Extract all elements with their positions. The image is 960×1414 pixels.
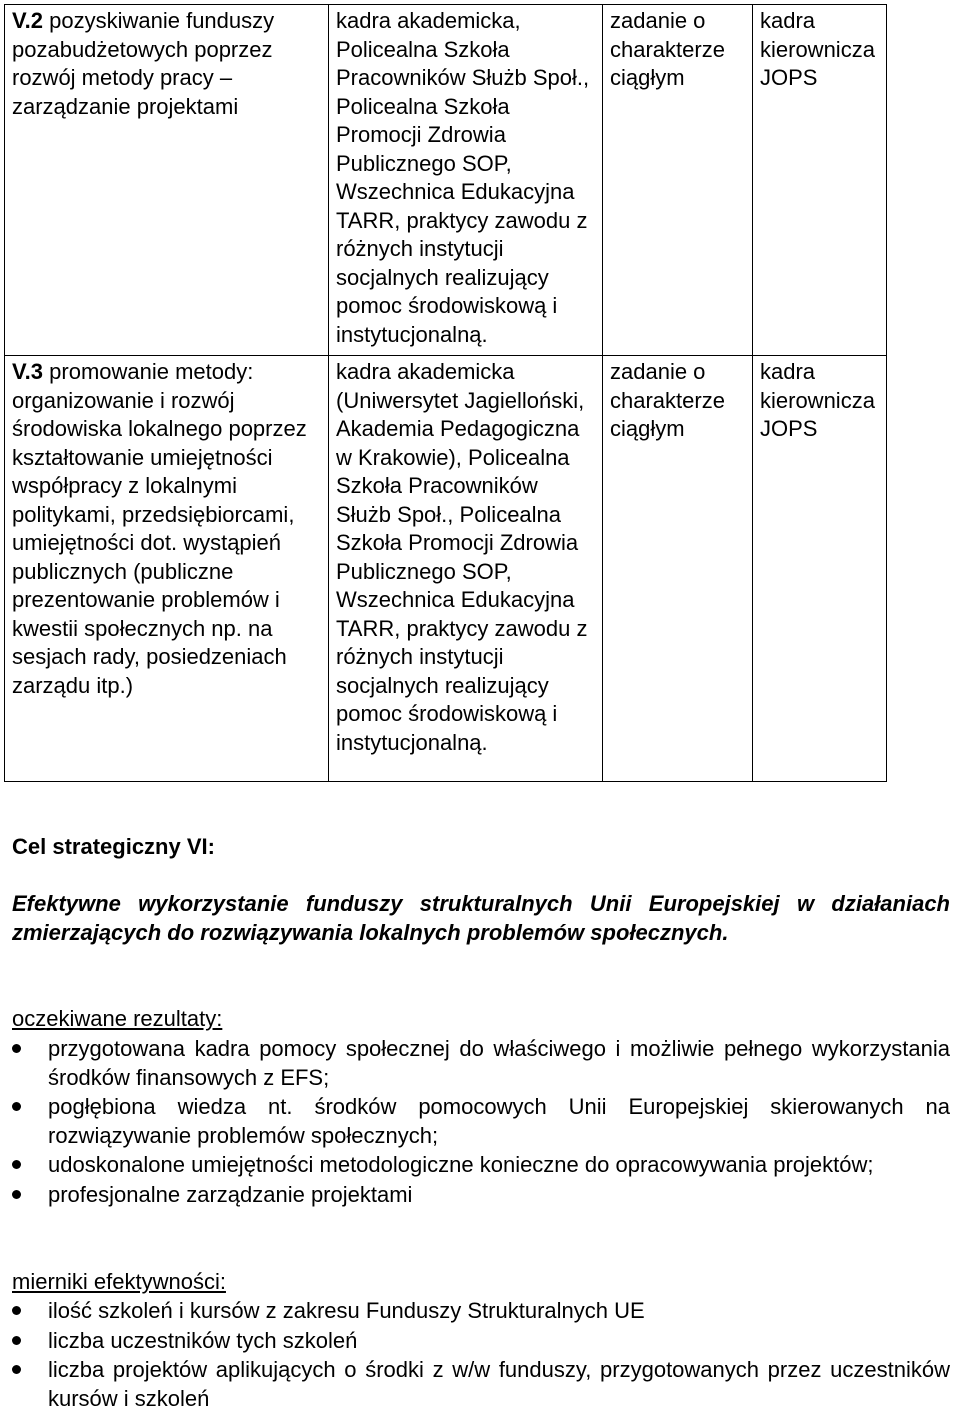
goal-statement: Efektywne wykorzystanie funduszy strukturalnych Unii Europejskiej w działaniach zmierzających do rozwiązywania lokalnych problemów społecznych.	[12, 891, 950, 945]
timing-cell: zadanie o charakterze ciągłym	[603, 5, 753, 356]
measures-label: mierniki efektywności:	[12, 1269, 226, 1294]
list-item: ilość szkoleń i kursów z zakresu Funduszy Strukturalnych UE	[12, 1297, 950, 1326]
tasks-table	[4, 4, 887, 782]
list-item: przygotowana kadra pomocy społecznej do właściwego i możliwie pełnego wykorzystania środków finansowych z EFS;	[12, 1035, 950, 1092]
bullet-icon	[12, 1160, 21, 1169]
results-list	[12, 1035, 950, 1210]
task-cell	[5, 356, 329, 782]
task-text: promowanie metody: organizowanie i rozwój środowiska lokalnego poprzez kształtowanie umiejętności współpracy z lokalnymi politykami, przedsiębiorcami, umiejętności dot. wystąpień publicznych (publiczne prezentowanie problemów i kwestii społecznych np. na sesjach rady, posiedzeniach zarządu itp.)	[12, 359, 307, 698]
list-item: liczba uczestników tych szkoleń	[12, 1327, 950, 1356]
task-code: V.	[12, 359, 31, 384]
goal-heading: Cel strategiczny VI:	[12, 834, 215, 859]
list-item: pogłębiona wiedza nt. środków pomocowych Unii Europejskiej skierowanych na rozwiązywanie problemów społecznych;	[12, 1093, 950, 1150]
task-cell	[5, 5, 329, 356]
bullet-icon	[12, 1044, 21, 1053]
responsible-cell: kadra kierownicza JOPS	[753, 356, 887, 782]
measures-list	[12, 1297, 950, 1414]
table-row	[5, 356, 887, 782]
results-label: oczekiwane rezultaty:	[12, 1006, 223, 1031]
task-code-number: 3	[30, 359, 44, 384]
bullet-icon	[12, 1190, 21, 1199]
list-item: liczba projektów aplikujących o środki z w/w funduszy, przygotowanych przez uczestników kursów i szkoleń	[12, 1356, 950, 1413]
table-row	[5, 5, 887, 356]
timing-cell: zadanie o charakterze ciągłym	[603, 356, 753, 782]
bullet-icon	[12, 1102, 21, 1111]
bullet-icon	[12, 1336, 21, 1345]
bullet-icon	[12, 1365, 21, 1374]
responsible-cell: kadra kierownicza JOPS	[753, 5, 887, 356]
task-code: V.2	[12, 8, 44, 33]
partners-cell: kadra akademicka (Uniwersytet Jagielloński, Akademia Pedagogiczna w Krakowie), Policealna Szkoła Pracowników Służb Społ., Policealna Szkoła Promocji Zdrowia Publicznego SOP, Wszechnica Edukacyjna TARR, praktycy zawodu z różnych instytucji socjalnych realizujący pomoc środowiskową i instytucjonalną.	[329, 356, 603, 782]
task-text: pozyskiwanie funduszy pozabudżetowych poprzez rozwój metody pracy – zarządzanie projektami	[12, 8, 275, 119]
list-item: profesjonalne zarządzanie projektami	[12, 1181, 950, 1210]
bullet-icon	[12, 1306, 21, 1315]
list-item: udoskonalone umiejętności metodologiczne konieczne do opracowywania projektów;	[12, 1151, 950, 1180]
partners-cell: kadra akademicka, Policealna Szkoła Pracowników Służb Społ., Policealna Szkoła Promocji Zdrowia Publicznego SOP, Wszechnica Edukacyjna TARR, praktycy zawodu z różnych instytucji socjalnych realizujący pomoc środowiskową i instytucjonalną.	[329, 5, 603, 356]
